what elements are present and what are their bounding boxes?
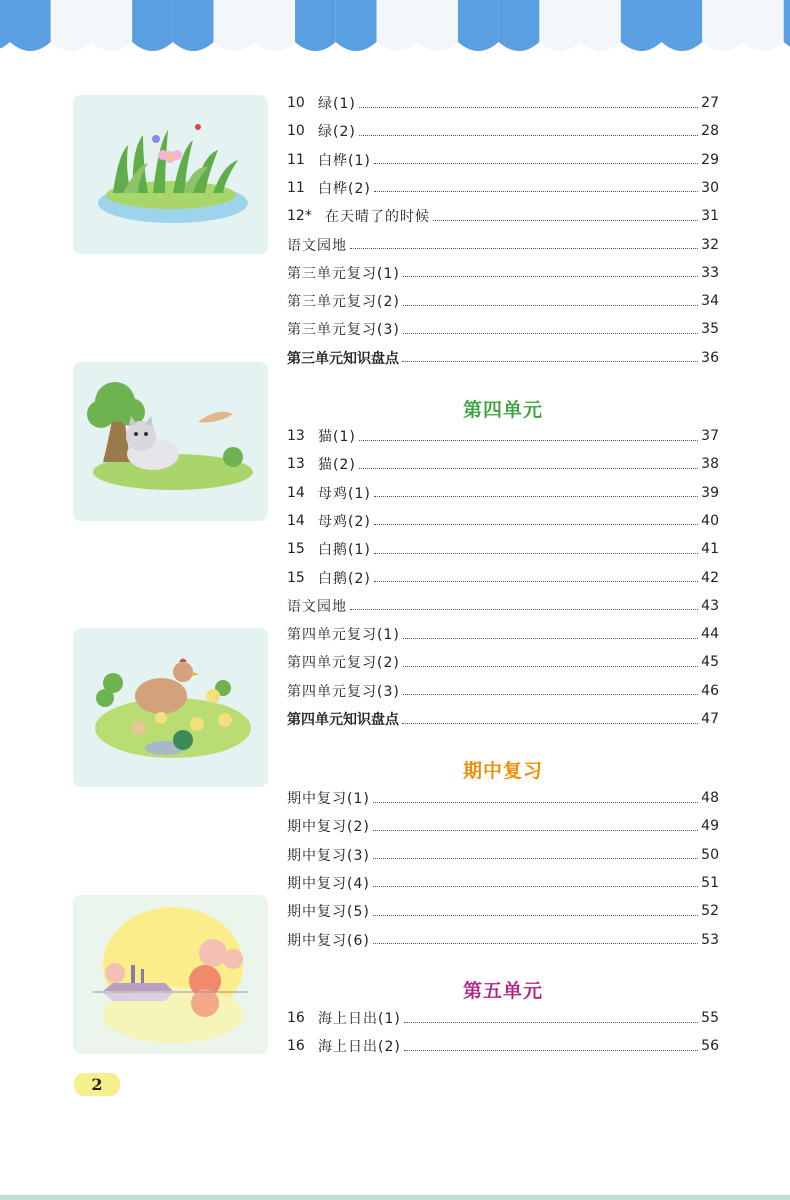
awning-stripe-white xyxy=(417,0,458,51)
dot-leader xyxy=(402,361,698,362)
toc-entry[interactable] xyxy=(287,784,719,812)
lesson-number: 13 xyxy=(287,456,305,473)
toc-entry[interactable] xyxy=(287,202,719,230)
dot-leader xyxy=(359,440,698,441)
lesson-number: 14 xyxy=(287,484,305,501)
toc-entry[interactable] xyxy=(287,564,719,592)
entry-title: 期中复习(1) xyxy=(287,791,370,807)
dot-leader xyxy=(373,830,698,831)
entry-title: 绿(1) xyxy=(318,96,356,112)
entry-title: 期中复习(5) xyxy=(287,904,370,921)
toc-entry[interactable] xyxy=(287,592,719,620)
entry-title: 期中复习(3) xyxy=(287,847,370,864)
awning-stripe-white xyxy=(254,0,295,51)
section-heading: 第五单元 xyxy=(462,980,543,1002)
toc-entry[interactable] xyxy=(287,507,719,535)
awning-stripe-white xyxy=(743,0,784,51)
awning-stripe-blue xyxy=(132,0,173,51)
section-heading: 期中复习 xyxy=(462,760,543,782)
toc-entry[interactable] xyxy=(287,146,719,174)
lesson-number: 12* xyxy=(287,208,312,225)
toc-entry[interactable] xyxy=(287,1032,719,1060)
lesson-number: 15 xyxy=(287,569,305,586)
toc-entry[interactable] xyxy=(287,869,719,897)
entry-title: 白鹅(1) xyxy=(318,542,371,559)
entry-title: 期中复习(4) xyxy=(287,875,370,892)
lesson-number: 11 xyxy=(287,179,305,196)
entry-title: 母鸡(2) xyxy=(318,513,371,530)
dot-leader xyxy=(402,723,698,724)
entry-title: 第四单元复习(3) xyxy=(287,683,400,700)
page-ref: 46 xyxy=(701,682,719,699)
lesson-number: 14 xyxy=(287,512,305,529)
page-ref: 39 xyxy=(701,484,719,501)
page-ref: 45 xyxy=(701,654,719,671)
dot-leader xyxy=(374,191,698,192)
toc-entry[interactable] xyxy=(287,89,719,117)
lesson-number: 11 xyxy=(287,151,305,168)
dot-leader xyxy=(374,553,698,554)
awning-stripe-blue xyxy=(662,0,703,51)
toc-entry[interactable] xyxy=(287,287,719,315)
page-ref: 34 xyxy=(701,293,719,310)
entry-title: 白桦(1) xyxy=(318,152,371,169)
awning-stripe-blue xyxy=(10,0,51,51)
toc-entry[interactable] xyxy=(287,535,719,563)
lesson-number: 15 xyxy=(287,541,305,558)
page-ref: 44 xyxy=(701,626,719,643)
page-ref: 56 xyxy=(701,1038,719,1055)
hen-chicks-illustration xyxy=(73,628,268,787)
dot-leader xyxy=(403,276,698,277)
toc-entry[interactable] xyxy=(287,422,719,450)
toc-entry[interactable] xyxy=(287,897,719,925)
dot-leader xyxy=(433,220,698,221)
page-ref: 36 xyxy=(701,349,719,366)
dot-leader xyxy=(374,524,698,525)
lesson-number: 10 xyxy=(287,95,305,111)
dot-leader xyxy=(359,107,698,108)
page-ref: 37 xyxy=(701,428,719,444)
page-ref: 38 xyxy=(701,456,719,473)
page-ref: 27 xyxy=(701,95,719,111)
dot-leader xyxy=(350,248,698,249)
dot-leader xyxy=(404,1022,698,1023)
entry-title: 母鸡(1) xyxy=(318,485,371,502)
dot-leader xyxy=(374,496,698,497)
dot-leader xyxy=(373,915,698,916)
entry-title: 第三单元复习(2) xyxy=(287,294,400,311)
section-heading: 第四单元 xyxy=(462,399,543,421)
entry-title: 第四单元知识盘点 xyxy=(287,712,399,728)
toc-entry[interactable] xyxy=(287,677,719,705)
page-ref: 28 xyxy=(701,123,719,140)
page-ref: 35 xyxy=(701,321,719,338)
toc-entry[interactable] xyxy=(287,315,719,343)
dot-leader xyxy=(403,333,698,334)
awning-stripe-white xyxy=(91,0,132,51)
awning-stripe-white xyxy=(376,0,417,51)
page-ref: 32 xyxy=(701,236,719,253)
page-ref: 55 xyxy=(701,1010,719,1026)
page-ref: 48 xyxy=(701,790,719,806)
dot-leader xyxy=(350,609,698,610)
dot-leader xyxy=(359,135,698,136)
toc-entry[interactable] xyxy=(287,841,719,869)
page-ref: 41 xyxy=(701,541,719,558)
toc-entry[interactable] xyxy=(287,705,719,733)
entry-title: 第三单元知识盘点 xyxy=(287,350,399,367)
dot-leader xyxy=(374,581,698,582)
dot-leader xyxy=(373,802,698,803)
grass-flowers-illustration xyxy=(73,95,268,254)
entry-title: 白桦(2) xyxy=(318,180,371,197)
page-ref: 51 xyxy=(701,874,719,891)
awning-stripe-blue xyxy=(621,0,662,51)
entry-title: 绿(2) xyxy=(318,124,356,141)
entry-title: 猫(1) xyxy=(318,429,356,445)
page-ref: 30 xyxy=(701,179,719,196)
awning-stripe-blue xyxy=(173,0,214,51)
cat-illustration xyxy=(73,362,268,521)
toc-entry[interactable] xyxy=(287,812,719,840)
toc-entry[interactable] xyxy=(287,117,719,145)
dot-leader xyxy=(403,305,698,306)
entry-title: 在天晴了的时候 xyxy=(325,209,430,226)
awning-stripe-white xyxy=(214,0,255,51)
awning-stripe-blue xyxy=(295,0,336,51)
page-ref: 40 xyxy=(701,512,719,529)
entry-title: 语文园地 xyxy=(287,237,347,254)
dot-leader xyxy=(403,666,698,667)
toc-entry[interactable] xyxy=(287,174,719,202)
sunrise-sea-illustration xyxy=(73,895,268,1054)
page-ref: 50 xyxy=(701,846,719,863)
page-number: 2 xyxy=(74,1073,120,1096)
toc-entry[interactable] xyxy=(287,479,719,507)
entry-title: 第四单元复习(1) xyxy=(287,627,400,644)
awning-stripe-blue xyxy=(336,0,377,51)
lesson-number: 13 xyxy=(287,428,305,444)
entry-title: 白鹅(2) xyxy=(318,570,371,587)
entry-title: 海上日出(1) xyxy=(318,1011,401,1027)
awning-stripe-white xyxy=(51,0,92,51)
toc-entry[interactable] xyxy=(287,620,719,648)
toc-entry[interactable] xyxy=(287,450,719,478)
awning-stripe-blue xyxy=(458,0,499,51)
awning-stripe-blue xyxy=(499,0,540,51)
entry-title: 期中复习(6) xyxy=(287,932,370,949)
lesson-number: 10 xyxy=(287,123,305,140)
toc-entry[interactable] xyxy=(287,926,719,954)
lesson-number: 16 xyxy=(287,1038,305,1055)
dot-leader xyxy=(359,468,698,469)
entry-title: 猫(2) xyxy=(318,457,356,474)
page-ref: 31 xyxy=(701,208,719,225)
dot-leader xyxy=(403,694,698,695)
entry-title: 第三单元复习(3) xyxy=(287,322,400,339)
bottom-border-decoration xyxy=(0,1195,790,1200)
dot-leader xyxy=(373,886,698,887)
toc-entry[interactable] xyxy=(287,231,719,259)
entry-title: 海上日出(2) xyxy=(318,1039,401,1056)
entry-title: 第三单元复习(1) xyxy=(287,265,400,282)
lesson-number: 16 xyxy=(287,1010,305,1026)
page-ref: 52 xyxy=(701,903,719,920)
toc-entry[interactable] xyxy=(287,1004,719,1032)
awning-stripe-white xyxy=(702,0,743,51)
dot-leader xyxy=(374,163,698,164)
entry-title: 期中复习(2) xyxy=(287,819,370,836)
page-ref: 49 xyxy=(701,818,719,835)
page-ref: 53 xyxy=(701,931,719,948)
dot-leader xyxy=(373,943,698,944)
page-ref: 33 xyxy=(701,264,719,281)
dot-leader xyxy=(373,858,698,859)
page-ref: 29 xyxy=(701,151,719,168)
toc-entry[interactable] xyxy=(287,259,719,287)
striped-awning-decoration xyxy=(0,0,790,80)
page-ref: 43 xyxy=(701,597,719,614)
awning-stripe-white xyxy=(539,0,580,51)
page-ref: 47 xyxy=(701,711,719,727)
toc-entry[interactable] xyxy=(287,648,719,676)
entry-title: 第四单元复习(2) xyxy=(287,655,400,672)
toc-entry[interactable] xyxy=(287,344,719,372)
dot-leader xyxy=(404,1050,698,1051)
dot-leader xyxy=(403,638,698,639)
awning-stripe-white xyxy=(580,0,621,51)
entry-title: 语文园地 xyxy=(287,598,347,615)
page-ref: 42 xyxy=(701,569,719,586)
